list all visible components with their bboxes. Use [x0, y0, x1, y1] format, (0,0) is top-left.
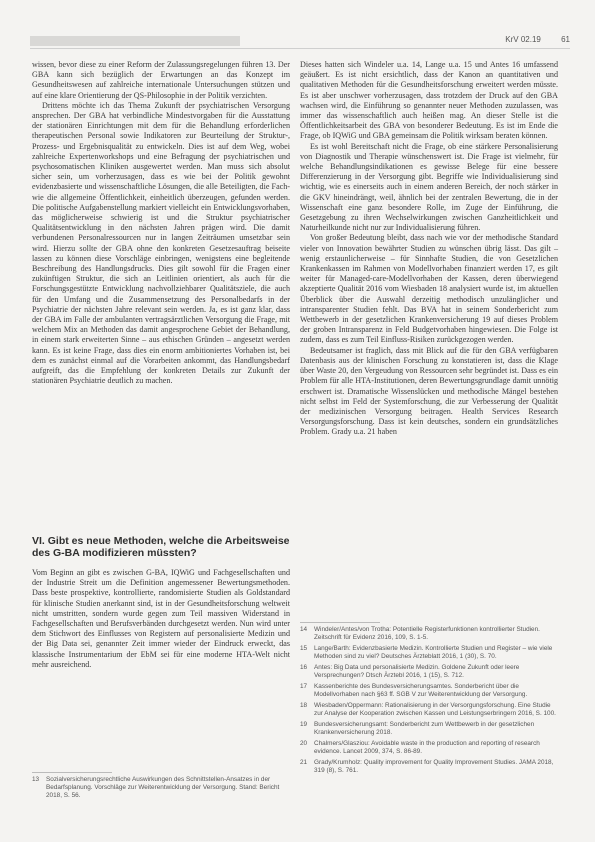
- footnote-item: [300, 664, 558, 680]
- section-paragraph: Vom Beginn an gibt es zwischen G-BA, IQWiG und Fachgesellschaften und der Industrie Streit um die Definition angemessener Bewertungsmethoden. Dass beste prospektive, kontrollierte, randomisierte Studien als Goldstandard für klinische Studien anerkannt sind, ist in der Gesundheitsforschung weltweit nicht umstritten, sondern wurde gegen zum Teil massiven Widerstand in Fachgesellschaften und Berufsverbänden durchgesetzt werden. Nun wird unter dem Stichwort des Einflusses von Registern auf personalisierte Medizin und der Big Data sei, genannter Zeit immer wieder der Eindruck erweckt, das klassische Instrumentarium der EbM sei für eine moderne HTA-Welt nicht mehr ausreichend.: [32, 568, 290, 669]
- header-running-title-bar: [30, 36, 240, 46]
- footnote-divider-left: [32, 772, 112, 773]
- right-column: [300, 60, 558, 438]
- footnote-item: [300, 702, 558, 718]
- footnote-text: Windeler/Antes/von Trotha: Potentielle Registerfunktionen kontrollierter Studien. Zeitschrift für Evidenz 2016, 109, S. 1-5.: [314, 626, 540, 641]
- section-heading: VI. Gibt es neue Methoden, welche die Arbeitsweise des G-BA modifizieren müssten?: [32, 535, 290, 559]
- left-paragraph-1: wissen, bevor diese zu einer Reform der Zulassungsregelungen führen 13. Der GBA kann sich bezüglich der Erwartungen an das Konzept im Gesundheitswesen auf zahlreiche internationale Untersuchungen stützen und auf eine klare Orientierung der QS-Philosophie in der Politik verzichten.: [32, 60, 290, 100]
- footnote-number: 20: [300, 740, 308, 747]
- header-right: [505, 35, 570, 44]
- footnotes-left: [32, 776, 290, 803]
- footnote-text: Kassenberichte des Bundesversicherungsamtes. Sonderbericht über die Modellvorhaben nach §63 ff. SGB V zur Weiterentwicklung der Versorgung.: [314, 683, 528, 698]
- left-paragraph-2: Drittens möchte ich das Thema Zukunft der psychiatrischen Versorgung ansprechen. Der GBA hat verbindliche Mindestvorgaben für die Ausstattung der stationären Einrichtungen mit dem für die Behandlung erforderlichen therapeutischen Personal sowie Indikatoren zur Beurteilung der Struktur-, Prozess- und Ergebnisqualität zu entwickeln. Dies ist auf dem Weg, wobei zahlreiche Expertenworkshops und eine Befragung der psychiatrischen und psychosomatischen Kliniken ausgewertet werden. Man muss sich absolut sicher sein, um vorherzusagen, dass es wie bei der Politik gewohnt evidenzbasierte und wissenschaftliche Lösungen, die alle Beteiligten, die Fach- wie die allgemeine Öffentlichkeit, einheitlich überzeugen, gefunden werden. Die politische Aufgabenstellung markiert vielleicht ein Entwicklungsvorhaben, das möglicherweise schwierig ist und die Struktur psychiatrischer Qualitätsentwicklung in den nächsten Jahren prägen wird. Die damit verbundenen Personalressourcen nur in langen Zeiträumen umsetzbar sein wird. Hierzu sollte der GBA ohne den konkreten Gesetzesauftrag beiseite lassen zu können diese Vorschläge einbringen, wenigstens eine begleitende Beschreibung des Handlungsdrucks. Dies gilt sowohl für die Fragen einer zukünftigen Struktur, die sich an Leitlinien orientiert, als auch für die Forschungsgestützte Entwicklung nachvollziehbarer Qualitätsziele, die auch für den Umfang und die Zusammensetzung des Personalbedarfs in der Psychiatrie der nächsten Jahre relevant sein werden. Ja, es ist ganz klar, dass der GBA im Falle der ambulanten vertragsärztlichen Versorgung die Frage, mit welchem Mix an Methoden das damit angesprochene Gebiet der Behandlung, in einem stark erweiterten Sinne – aus ethischen Gründen – angesetzt werden kann. Es ist keine Frage, dass dies ein enorm ambitioniertes Vorhaben ist, bei dem es zunächst einmal auf die Vorarbeiten ankommt, das Handlungsbedarf aufgreift, das die Empfehlung der konkreten Details zur Zukunft der stationären Psychiatrie deutlich zu machen.: [32, 100, 290, 386]
- footnote-item: [300, 683, 558, 699]
- journal-issue: KrV 02.19: [505, 35, 541, 44]
- footnote-number: 19: [300, 721, 308, 728]
- footnote-text: Wiesbaden/Oppermann: Rationalisierung in der Versorgungsforschung. Eine Studie zur Analyse der Kooperation zwischen Kassen und Leistungserbringern 2016, S. 100.: [314, 702, 556, 717]
- footnote-text: Chalmers/Glasziou: Avoidable waste in the production and reporting of research evidence. Lancet 2009, 374, S. 86-89.: [314, 740, 540, 755]
- footnote-item: [300, 721, 558, 737]
- footnote-item: [300, 759, 558, 775]
- footnote-text: Sozialversicherungsrechtliche Auswirkungen des Schnittstellen-Ansatzes in der Bedarfsplanung. Vorschläge zur Weiterentwicklung der Versorgung. Stand: Bericht 2018, S. 56.: [46, 776, 280, 799]
- page-number: 61: [561, 35, 570, 44]
- footnote-item: [32, 776, 290, 800]
- footnote-number: 17: [300, 683, 308, 690]
- left-column: [32, 60, 290, 387]
- footnote-number: 16: [300, 664, 308, 671]
- footnote-text: Lange/Barth: Evidenzbasierte Medizin. Kontrollierte Studien und Register – wie viele Methoden sind zu viel? Deutsches Ärzteblatt 2016, 1 (30), S. 70.: [314, 645, 553, 660]
- footnote-text: Antes: Big Data und personalisierte Medizin. Goldene Zukunft oder leere Versprechungen? Dtsch Ärztebl 2016, 1 (15), S. 712.: [314, 664, 520, 679]
- header-rule: [30, 48, 570, 49]
- footnote-number: 21: [300, 759, 308, 766]
- footnote-number: 15: [300, 645, 308, 652]
- footnote-item: [300, 740, 558, 756]
- right-paragraph-1: Dieses hatten sich Windeler u.a. 14, Lange u.a. 15 und Antes 16 umfassend geäußert. Es ist nicht ersichtlich, dass der Kanon an quantitativen und qualitativen Methoden für die Gesundheitsforschung erweitert werden müsste. Es ist aber unschwer vorherzusagen, dass trotzdem der Druck auf den GBA wachsen wird, die Einführung so genannter neuer Methoden zuzulassen, was immer das wissenschaftlich auch heißen mag. An dieser Stelle ist die Öffentlichkeitsarbeit des GBA von besonderer Bedeutung. Es ist im Ende die Frage, ob IQWiG und GBA gemeinsam die Politik wirksam beraten können.: [300, 60, 558, 141]
- footnote-number: 14: [300, 626, 308, 633]
- footnote-number: 18: [300, 702, 308, 709]
- footnote-item: [300, 645, 558, 661]
- footnote-text: Bundesversicherungsamt: Sonderbericht zum Wettbewerb in der gesetzlichen Krankenversicherung 2018.: [314, 721, 535, 736]
- footnotes-right: [300, 626, 558, 778]
- footnote-item: [300, 626, 558, 642]
- footnote-text: Grady/Krumholz: Quality improvement for Quality Improvement Studies. JAMA 2018, 319 (8), S. 761.: [314, 759, 554, 774]
- right-paragraph-2: Es ist wohl Bereitschaft nicht die Frage, ob eine stärkere Personalisierung von Diagnostik und Therapie wünschenswert ist. Die Frage ist vielmehr, für welche Behandlungsindikationen es gewisse Belege für eine bessere Differenzierung in der Versorgung gibt. Begriffe wie Individualisierung sind wichtig, wie es einerseits auch in einem anderen Bereich, der noch stärker in die GKV hineindrängt, weil, ähnlich bei der zentralen Bewertung, die in der Wissenschaft eine ganz besondere Rolle, im Zuge der Einführung, die Gesetzgebung zu ihren Wechselwirkungen zwischen Ganzheitlichkeit und Naturheilkunde nicht nur zur Individualisierung führen.: [300, 141, 558, 233]
- right-paragraph-4: Bedeutsamer ist fraglich, dass mit Blick auf die für den GBA verfügbaren Datenbasis aus der klinischen Forschung zu konstatieren ist, dass die Klage über Waste 20, den Vergeudung von Ressourcen sehr begründet ist. Dass es ein Problem für alle HTA-Institutionen, deren Bewertungsgrundlage damit unnötig erschwert ist. Dramatische Wissenslücken und methodische Mängel bestehen nicht selbst im Feld der Systemforschung, die zur Verbesserung der Qualität der medizinischen Versorgung beitragen. Health Services Research Versorgungsforschung. Dass ist kein deutsches, sondern ein grundsätzliches Problem. Grady u.a. 21 haben: [300, 345, 558, 437]
- right-paragraph-3: Von großer Bedeutung bleibt, dass nach wie vor der methodische Standard vieler von Innovation bewährter Studien zu wünschen übrig lässt. Das gilt – wenig erstaunlicherweise – für Sinnhafte Studien, die von Gesetzlichen Krankenkassen im Rahmen von Modellvorhaben finanziert werden 17, es gilt weiter für Managed-care-Modellvorhaben der Kassen, deren überwiegend akzeptierte Qualität 2016 vom Wiesbaden 18 analysiert wurde ist, im aktuellen Überblick über die Auswahl derzeitig methodisch unzulänglicher und intransparenter Studien fehlt. Das BVA hat in seinem Sonderbericht zum Wettbewerb in der gesetzlichen Krankenversicherung 19 auf dieses Problem der groben Intransparenz in Feld Budgetvorhaben hingewiesen. Die Folge ist zudem, dass es zum Teil Einfluss-Risiken zurückgezogen werden.: [300, 233, 558, 345]
- footnote-divider-right: [300, 622, 380, 623]
- footnote-number: 13: [32, 776, 40, 783]
